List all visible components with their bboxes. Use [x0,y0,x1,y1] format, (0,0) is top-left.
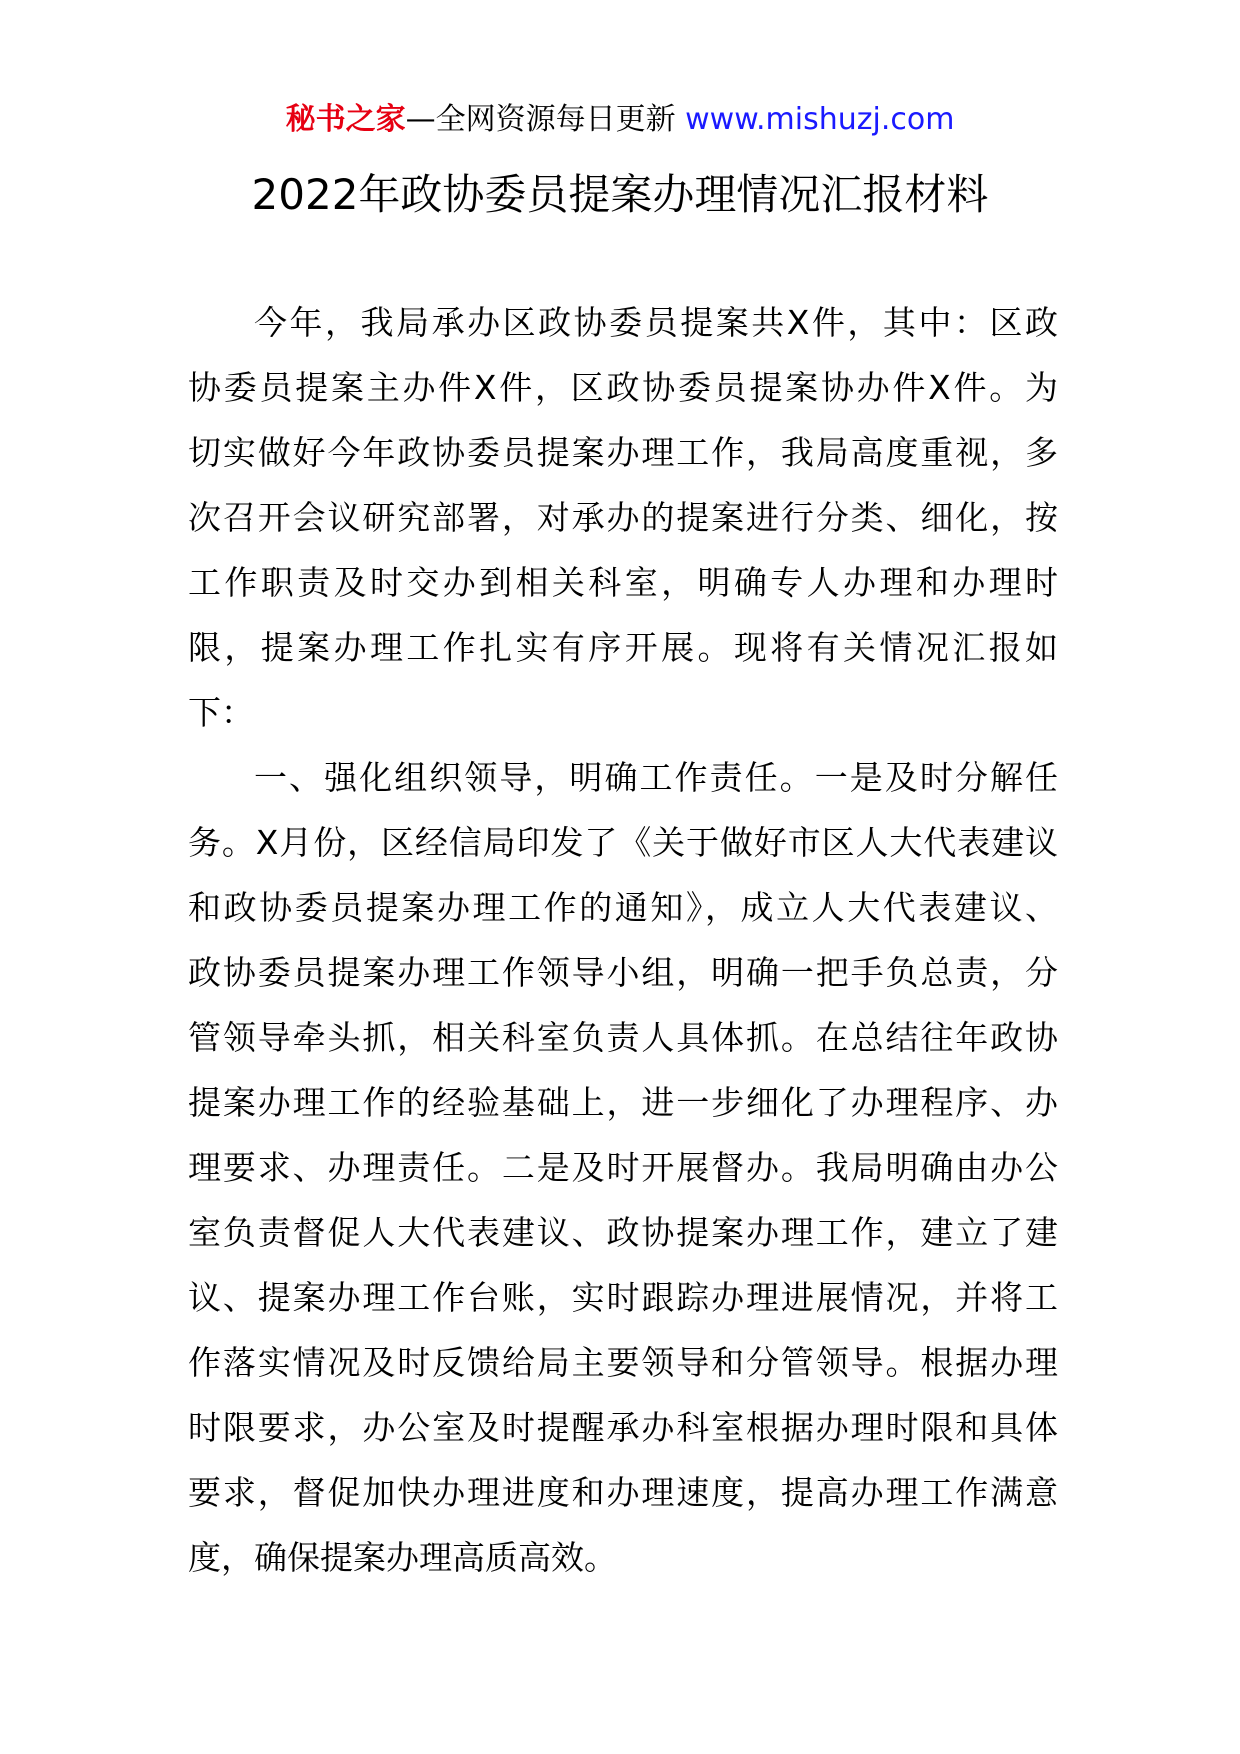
website-link[interactable]: www.mishuzj.com [685,102,955,137]
text-line: 一、强化组织领导，明确工作责任。一是及时分解任 [254,758,1058,797]
text-line: 议、提案办理工作台账，实时跟踪办理进展情况，并将工 [188,1278,1058,1317]
text-line: 时限要求，办公室及时提醒承办科室根据办理时限和具体 [188,1408,1058,1447]
text-line: 和政协委员提案办理工作的通知》，成立人大代表建议、 [188,888,1058,927]
text-line: 务。X月份，区经信局印发了《关于做好市区人大代表建议 [188,823,1058,862]
text-line: 今年，我局承办区政协委员提案共X件，其中：区政 [254,303,1058,342]
banner-slogan: —全网资源每日更新 [405,102,686,137]
text-line: 政协委员提案办理工作领导小组，明确一把手负总责，分 [188,953,1058,992]
document-body [188,290,1058,1590]
text-line: 次召开会议研究部署，对承办的提案进行分类、细化，按 [188,498,1058,537]
document-title: 2022年政协委员提案办理情况汇报材料 [251,170,989,219]
text-line: 提案办理工作的经验基础上，进一步细化了办理程序、办 [188,1083,1058,1122]
text-line: 理要求、办理责任。二是及时开展督办。我局明确由办公 [188,1148,1058,1187]
text-line: 要求，督促加快办理进度和办理速度，提高办理工作满意 [188,1473,1058,1512]
text-line: 切实做好今年政协委员提案办理工作，我局高度重视，多 [188,433,1058,472]
text-line: 协委员提案主办件X件，区政协委员提案协办件X件。为 [188,368,1058,407]
text-line: 工作职责及时交办到相关科室，明确专人办理和办理时 [188,563,1058,602]
text-line: 限，提案办理工作扎实有序开展。现将有关情况汇报如 [188,628,1058,667]
paragraph-section-one [188,745,1058,1590]
header-banner [0,100,1240,140]
brand-name: 秘书之家 [285,102,406,137]
paragraph-intro [188,290,1058,745]
text-line: 度，确保提案办理高质高效。 [188,1538,617,1577]
text-line: 作落实情况及时反馈给局主要领导和分管领导。根据办理 [188,1343,1058,1382]
text-line: 管领导牵头抓，相关科室负责人具体抓。在总结往年政协 [188,1018,1058,1057]
text-line: 室负责督促人大代表建议、政协提案办理工作，建立了建 [188,1213,1058,1252]
text-line: 下： [188,693,254,732]
